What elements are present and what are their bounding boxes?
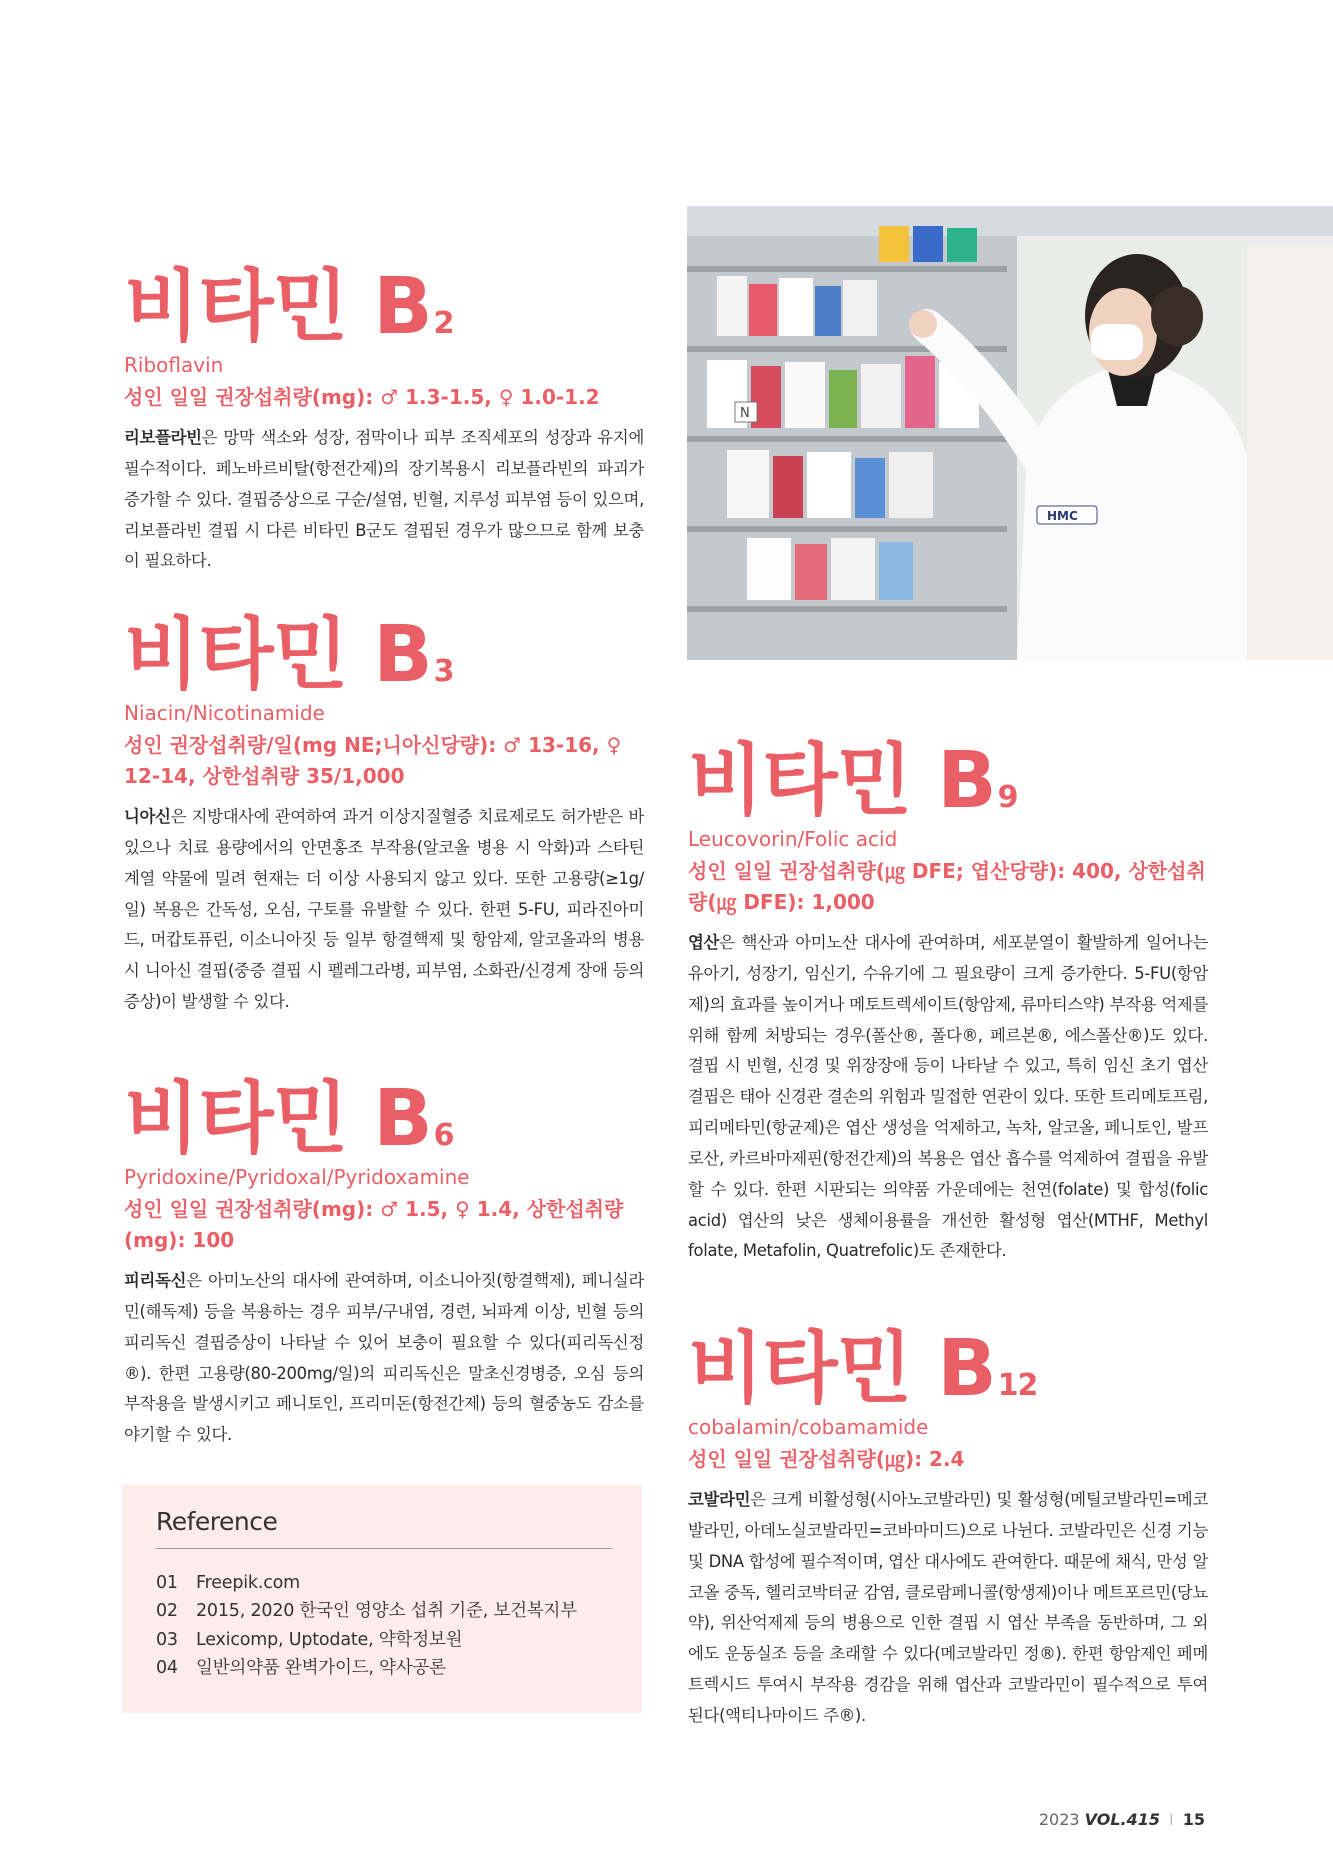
vitamin-b3-body: 니아신은 지방대사에 관여하여 과거 이상지질혈증 치료제로도 허가받은 바 있으나 치료 용량에서의 안면홍조 부작용(알코올 병용 시 악화)과 스타틴 계열 약물에 밀려 현재는 더 이상 사용되지 않고 있다. 또한 고용량(≥1g/일) 복용은 간독성, 오심, 구토를 유발할 수 있다. 한편 5-FU, 피라진아미드, 머캅토퓨린, 이소니아짓 등 일부 항결핵제 및 항암제, 알코올과의 병용 시 니아신 결핍(중증 결핍 시 펠레그라병, 피부염, 소화관/신경계 장애 등의 증상)이 발생할 수 있다. — [124, 807, 644, 1012]
pharmacist-photo — [687, 206, 1333, 660]
vitamin-b12-name: cobalamin/cobamamide — [688, 1415, 929, 1439]
vitamin-b12-title: 비타민 B12 — [688, 1324, 1038, 1414]
vitamin-b6-name: Pyridoxine/Pyridoxal/Pyridoxamine — [124, 1165, 470, 1189]
vitamin-b3-intake: 성인 권장섭취량/일(mg NE;니아신당량): ♂ 13-16, ♀ 12-14, 상한섭취량 35/1,000 — [124, 733, 622, 788]
page-number: 15 — [1182, 1810, 1205, 1829]
vitamin-b6-title: 비타민 B6 — [124, 1074, 454, 1164]
reference-box — [122, 1485, 642, 1713]
section-vitamin-b3 — [124, 610, 644, 1018]
section-vitamin-b2 — [124, 262, 644, 577]
vitamin-b2-name: Riboflavin — [124, 353, 224, 377]
page-footer — [1039, 1810, 1205, 1829]
footer-year: 2023 — [1038, 1810, 1080, 1829]
footer-volume: VOL.415 — [1084, 1810, 1161, 1829]
vitamin-b12-intake: 성인 일일 권장섭취량(㎍): 2.4 — [688, 1447, 965, 1471]
vitamin-b2-body: 리보플라빈은 망막 색소와 성장, 점막이나 피부 조직세포의 성장과 유지에 필수적이다. 페노바르비탈(항전간제)의 장기복용시 리보플라빈의 파괴가 증가할 수 있다. 결핍증상으로 구순/설염, 빈혈, 지루성 피부염 등이 있으며, 리보플라빈 결핍 시 다른 비타민 B군도 결핍된 경우가 많으므로 함께 보충이 필요하다. — [124, 428, 644, 571]
section-vitamin-b9 — [688, 736, 1209, 1267]
vitamin-b9-title: 비타민 B9 — [688, 736, 1018, 826]
reference-divider — [156, 1548, 612, 1549]
vitamin-b6-body: 피리독신은 아미노산의 대사에 관여하며, 이소니아짓(항결핵제), 페니실라민(해독제) 등을 복용하는 경우 피부/구내염, 경련, 뇌파계 이상, 빈혈 등의 피리독신 결핍증상이 나타날 수 있어 보충이 필요할 수 있다(피리독신정®). 한편 고용량(80-200mg/일)의 피리독신은 말초신경병증, 오심 등의 부작용을 발생시키고 페니토인, 프리미돈(항전간제) 등의 혈중농도 감소를 야기할 수 있다. — [124, 1271, 644, 1445]
vitamin-b2-title: 비타민 B2 — [124, 262, 454, 352]
reference-item: 02 2015, 2020 한국인 영양소 섭취 기준, 보건복지부 — [156, 1601, 577, 1622]
pharmacy-shelves-illustration — [687, 206, 1333, 660]
coat-logo: HMC — [1047, 509, 1078, 523]
reference-item: 03 Lexicomp, Uptodate, 약학정보원 — [156, 1629, 463, 1650]
reference-title: Reference — [156, 1507, 278, 1536]
vitamin-b9-intake: 성인 일일 권장섭취량(㎍ DFE; 엽산당량): 400, 상한섭취량(㎍ DFE): 1,000 — [688, 859, 1206, 914]
vitamin-b9-body: 엽산은 핵산과 아미노산 대사에 관여하며, 세포분열이 활발하게 일어나는 유아기, 성장기, 임신기, 수유기에 그 필요량이 크게 증가한다. 5-FU(항암제)의 효과를 높이거나 메토트렉세이트(항암제, 류마티스약) 부작용 억제를 위해 함께 처방되는 경우(폴산®, 폴다®, 페르본®, 에스폴산®)도 있다. 결핍 시 빈혈, 신경 및 위장장애 등이 나타날 수 있고, 특히 임신 초기 엽산 결핍은 태아 신경관 결손의 위험과 밀접한 연관이 있다. 또한 트리메토프림, 피리메타민(항균제)은 엽산 생성을 억제하고, 녹차, 알코올, 페니토인, 발프로산, 카르바마제핀(항전간제)의 복용은 엽산 흡수를 억제하여 결핍을 유발할 수 있다. 한편 시판되는 의약품 가운데에는 천연(folate) 및 합성(folic acid) 엽산의 낮은 생체이용률을 개선한 활성형 엽산(MTHF, Methyl folate, Metafolin, Quatrefolic)도 존재한다. — [688, 933, 1209, 1261]
vitamin-b3-title: 비타민 B3 — [124, 610, 454, 700]
vitamin-b3-name: Niacin/Nicotinamide — [124, 701, 325, 725]
vitamin-b6-intake: 성인 일일 권장섭취량(mg): ♂ 1.5, ♀ 1.4, 상한섭취량(mg): 100 — [124, 1197, 624, 1252]
footer-separator: I — [1169, 1810, 1174, 1829]
reference-item: 04 일반의약품 완벽가이드, 약사공론 — [156, 1658, 446, 1679]
vitamin-b12-body: 코발라민은 크게 비활성형(시아노코발라민) 및 활성형(메틸코발라민=메코발라민, 아데노실코발라민=코바마미드)으로 나뉜다. 코발라민은 신경 기능 및 DNA 합성에 필수적이며, 엽산 대사에도 관여한다. 때문에 채식, 만성 알코올 중독, 헬리코박터균 감염, 클로람페니콜(항생제)이나 메트포르민(당뇨약), 위산억제제 등의 병용으로 인한 결핍 시 엽산 부족을 동반하며, 그 외에도 운동실조 등을 초래할 수 있다(메코발라민 정®). 한편 항암제인 페메트렉시드 투여시 부작용 경감을 위해 엽산과 코발라민이 필수적으로 투여된다(액티나마이드 주®). — [688, 1490, 1208, 1725]
shelf-label: N — [740, 406, 750, 421]
vitamin-b9-name: Leucovorin/Folic acid — [688, 827, 898, 851]
reference-item: 01 Freepik.com — [156, 1573, 300, 1593]
section-vitamin-b6 — [124, 1074, 644, 1451]
section-vitamin-b12 — [688, 1324, 1208, 1732]
vitamin-b2-intake: 성인 일일 권장섭취량(mg): ♂ 1.3-1.5, ♀ 1.0-1.2 — [124, 385, 600, 409]
